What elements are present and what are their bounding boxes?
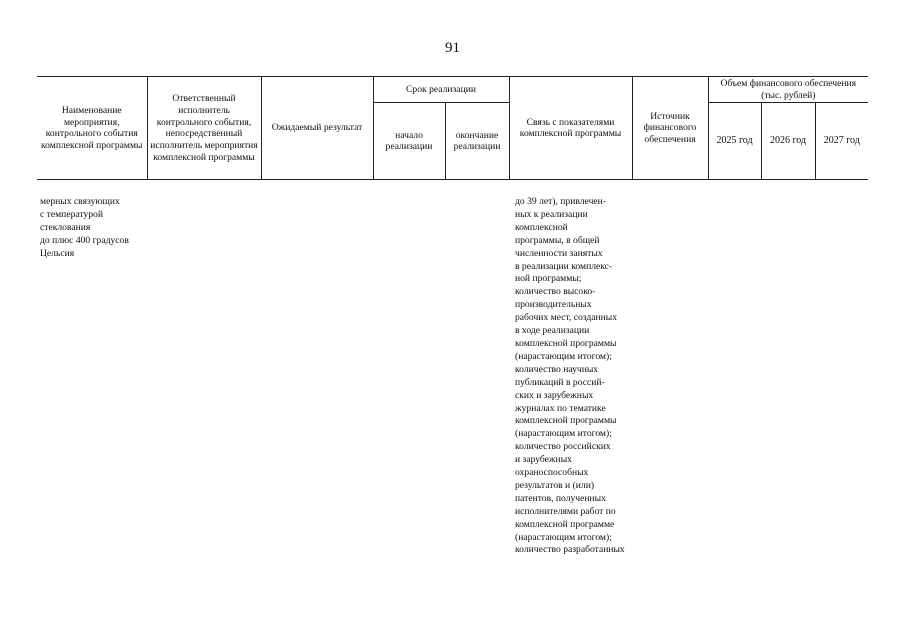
text-line: до 39 лет), привлечен-: [515, 196, 606, 207]
text-line: патентов, полученных: [515, 492, 606, 504]
text-line: до плюс 400 градусов: [40, 234, 129, 246]
header-expected-result: Ожидаемый результат: [261, 77, 373, 180]
header-year-2026: 2026 год: [761, 103, 815, 180]
text-line: стеклования: [40, 221, 91, 233]
text-line: публикаций в россий-: [515, 376, 605, 388]
text-line: в ходе реализации: [515, 325, 590, 337]
header-name: Наименование мероприятия, контрольного события комплексной программы: [37, 77, 147, 180]
text-line: программы, в общей: [515, 234, 600, 246]
text-line: мерных связующих: [40, 196, 120, 207]
text-line: численности занятых: [515, 247, 603, 259]
header-term-start: начало реализации: [373, 103, 445, 180]
text-line: результатов и (или): [515, 479, 595, 491]
text-line: комплексной программе: [515, 518, 615, 530]
text-line: исполнителями работ по: [515, 505, 616, 517]
header-term-end: окончание реализации: [445, 103, 509, 180]
text-line: количество высоко-: [515, 286, 596, 298]
text-line: ских и зарубежных: [515, 389, 594, 401]
text-line: количество научных: [515, 363, 599, 375]
text-line: комплексной программы: [515, 337, 617, 349]
text-line: с температурой: [40, 208, 103, 220]
text-line: и зарубежных: [515, 454, 572, 466]
text-line: Цельсия: [40, 247, 75, 259]
page-number: 91: [445, 40, 460, 56]
text-line: количество разработанных: [515, 544, 625, 556]
text-line: производительных: [515, 299, 592, 311]
cell-link-indicators: [515, 196, 625, 557]
header-funding-source: Источник финансового обеспечения: [632, 77, 708, 180]
header-responsible: Ответственный исполнитель контрольного события, непосредственный исполнитель мероприятия комплексной программы: [147, 77, 261, 180]
text-line: (нарастающим итогом);: [515, 531, 612, 543]
text-line: ной программы;: [515, 273, 582, 285]
header-funding-volume: Объем финансового обеспечения (тыс. рублей): [708, 77, 868, 103]
text-line: (нарастающим итогом);: [515, 350, 612, 362]
text-line: журналах по тематике: [515, 402, 606, 414]
table-header: [37, 76, 868, 180]
text-line: в реализации комплекс-: [515, 260, 613, 272]
text-line: комплексной: [515, 221, 568, 233]
header-year-2025: 2025 год: [708, 103, 761, 180]
text-line: ных к реализации: [515, 208, 588, 220]
text-line: охраноспособных: [515, 467, 589, 479]
text-line: комплексной программы: [515, 415, 617, 427]
header-year-2027: 2027 год: [815, 103, 868, 180]
cell-event-name: [40, 196, 129, 261]
header-link-indicators: Связь с показателями комплексной программы: [509, 77, 632, 180]
text-line: рабочих мест, созданных: [515, 312, 618, 324]
text-line: (нарастающим итогом);: [515, 428, 612, 440]
text-line: количество российских: [515, 441, 611, 453]
header-term: Срок реализации: [373, 77, 509, 103]
